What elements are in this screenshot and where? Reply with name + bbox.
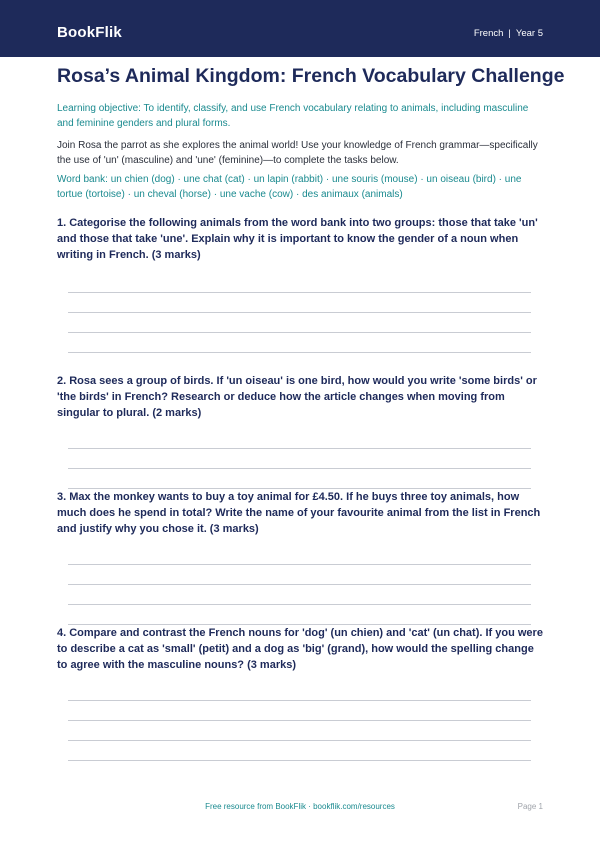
answer-line[interactable] xyxy=(68,312,531,313)
learning-objective: Learning objective: To identify, classify, and use French vocabulary relating to animals, including masculine and feminine genders and plural forms. xyxy=(57,103,529,129)
brand-logo-text: BookFlik xyxy=(57,24,122,41)
year-label: Year 5 xyxy=(515,28,543,39)
question-1: 1. Categorise the following animals from the word bank into two groups: those that take 'un' and those that take 'une'. Explain why it is important to know the gender of a noun when writing in French. (3 marks) xyxy=(57,217,538,261)
question-4: 4. Compare and contrast the French nouns for 'dog' (un chien) and 'cat' (un chat). If you were to describe a cat as 'small' (petit) and a dog as 'big' (grand), how would the spelling change to agree with the masculine nouns? (3 marks) xyxy=(57,627,543,671)
question-2: 2. Rosa sees a group of birds. If 'un oiseau' is one bird, how would you write 'some birds' or 'the birds' in French? Research or deduce how the article changes when moving from singular to plural. (2 marks) xyxy=(57,375,537,419)
word-bank: Word bank: un chien (dog) · une chat (cat) · un lapin (rabbit) · une souris (mouse) · un oiseau (bird) · une tortue (tortoise) · un cheval (horse) · une vache (cow) · des animaux (animals) xyxy=(57,174,522,200)
answer-line[interactable] xyxy=(68,760,531,761)
meta-separator: | xyxy=(508,28,511,39)
answer-line[interactable] xyxy=(68,584,531,585)
answer-line[interactable] xyxy=(68,292,531,293)
answer-line[interactable] xyxy=(68,700,531,701)
answer-line[interactable] xyxy=(68,352,531,353)
subject-year-label xyxy=(474,28,543,39)
answer-line[interactable] xyxy=(68,740,531,741)
answer-line[interactable] xyxy=(68,448,531,449)
worksheet-title: Rosa’s Animal Kingdom: French Vocabulary Challenge xyxy=(57,65,565,87)
header-bar xyxy=(0,0,600,57)
subject-label: French xyxy=(473,28,504,39)
page-number: Page 1 xyxy=(517,802,543,811)
answer-line[interactable] xyxy=(68,468,531,469)
answer-line[interactable] xyxy=(68,604,531,605)
question-3: 3. Max the monkey wants to buy a toy animal for £4.50. If he buys three toy animals, how much does he spend in total? Write the name of your favourite animal from the list in French and justify why you chose it. (3 marks) xyxy=(57,491,541,535)
intro-text: Join Rosa the parrot as she explores the animal world! Use your knowledge of French grammar—specifically the use of 'un' (masculine) and 'une' (feminine)—to complete the tasks below. xyxy=(57,140,538,166)
answer-line[interactable] xyxy=(68,564,531,565)
answer-line[interactable] xyxy=(68,720,531,721)
answer-line[interactable] xyxy=(68,332,531,333)
footer-credit: Free resource from BookFlik · bookflik.com/resources xyxy=(205,802,395,811)
